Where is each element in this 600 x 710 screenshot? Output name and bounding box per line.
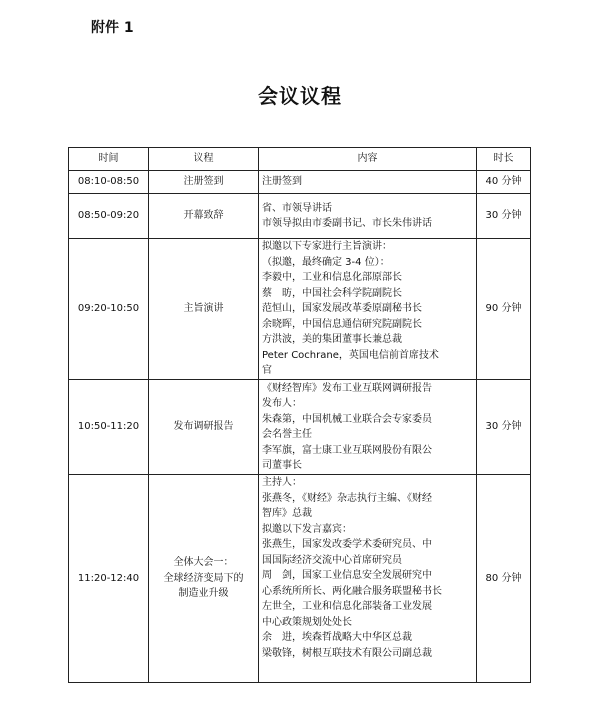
header-item: 议程 <box>149 148 259 171</box>
content-line: 李毅中，工业和信息化部原部长 <box>262 272 402 284</box>
agenda-item-line: 主旨演讲 <box>183 303 224 315</box>
time-cell: 08:10-08:50 <box>69 171 149 194</box>
agenda-item-line: 开幕致辞 <box>183 210 224 222</box>
table-row <box>69 171 531 194</box>
attachment-label: 附件 1 <box>91 20 134 36</box>
content-line: 省、市领导讲话 <box>262 202 332 214</box>
content-line: 朱森第，中国机械工业联合会专家委员 <box>262 413 432 425</box>
agenda-item-line: 注册签到 <box>183 176 224 188</box>
content-line: 《财经智库》发布工业互联网调研报告 <box>262 382 432 394</box>
agenda-item-cell <box>149 194 259 239</box>
table-header-row <box>69 148 531 171</box>
agenda-item-cell <box>149 239 259 380</box>
content-line: 注册签到 <box>262 176 302 188</box>
duration-cell: 40 分钟 <box>477 171 531 194</box>
content-line: 拟邀以下发言嘉宾： <box>262 523 352 535</box>
agenda-body <box>69 171 531 683</box>
table-row <box>69 194 531 239</box>
header-duration: 时长 <box>477 148 531 171</box>
content-line: 国国际经济交流中心首席研究员 <box>262 554 402 566</box>
page-title: 会议议程 <box>258 84 342 108</box>
content-cell <box>259 194 477 239</box>
agenda-table <box>68 147 531 683</box>
time-cell: 11:20-12:40 <box>69 475 149 683</box>
agenda-item-cell <box>149 171 259 194</box>
content-cell <box>259 239 477 380</box>
agenda-item-line: 全球经济变局下的 <box>163 572 244 584</box>
agenda-item-cell <box>149 475 259 683</box>
content-line: 主持人： <box>262 477 302 488</box>
content-line: 张燕冬，《财经》杂志执行主编、《财经 <box>262 492 432 504</box>
content-line: 市领导拟由市委副书记、市长朱伟讲话 <box>262 218 432 229</box>
duration-cell: 30 分钟 <box>477 380 531 475</box>
content-line: Peter Cochrane，英国电信前首席技术 <box>262 349 439 361</box>
content-line: 蔡 昉，中国社会科学院副院长 <box>262 287 402 299</box>
time-cell: 08:50-09:20 <box>69 194 149 239</box>
content-line: 司董事长 <box>262 460 302 471</box>
agenda-item-cell <box>149 380 259 475</box>
content-line: 李军旗，富士康工业互联网股份有限公 <box>262 444 432 456</box>
content-line: 范恒山，国家发展改革委原副秘书长 <box>262 303 422 315</box>
agenda-item-line: 发布调研报告 <box>173 421 234 433</box>
duration-cell: 30 分钟 <box>477 194 531 239</box>
content-line: 方洪波，美的集团董事长兼总裁 <box>262 334 402 346</box>
content-line: 余晓晖，中国信息通信研究院副院长 <box>262 318 422 330</box>
content-line: 官 <box>262 365 272 377</box>
content-line: 余 进，埃森哲战略大中华区总裁 <box>262 632 412 643</box>
duration-cell: 80 分钟 <box>477 475 531 683</box>
table-row <box>69 239 531 380</box>
time-cell: 09:20-10:50 <box>69 239 149 380</box>
content-line: 中心政策规划处处长 <box>262 616 352 628</box>
content-line: 会名誉主任 <box>262 429 312 440</box>
duration-cell: 90 分钟 <box>477 239 531 380</box>
content-line: 张燕生，国家发改委学术委研究员、中 <box>262 539 432 550</box>
header-time: 时间 <box>69 148 149 171</box>
table-row <box>69 475 531 683</box>
content-cell <box>259 380 477 475</box>
content-line: 左世全，工业和信息化部装备工业发展 <box>262 601 432 612</box>
content-line: 拟邀以下专家进行主旨演讲： <box>262 241 392 253</box>
header-content: 内容 <box>259 148 477 171</box>
content-line: （拟邀，最终确定 3-4 位）： <box>262 256 390 268</box>
agenda-item-line: 制造业升级 <box>178 588 229 600</box>
content-line: 周 剑，国家工业信息安全发展研究中 <box>262 570 432 581</box>
table-row <box>69 380 531 475</box>
time-cell: 10:50-11:20 <box>69 380 149 475</box>
content-line: 智库》总裁 <box>262 508 312 519</box>
content-line: 心系统所所长、两化融合服务联盟秘书长 <box>262 585 442 597</box>
content-line: 梁敬锋，树根互联技术有限公司副总裁 <box>262 647 432 659</box>
content-cell <box>259 171 477 194</box>
agenda-item-line: 全体大会一： <box>173 557 234 569</box>
content-line: 发布人： <box>262 398 302 409</box>
content-cell <box>259 475 477 683</box>
